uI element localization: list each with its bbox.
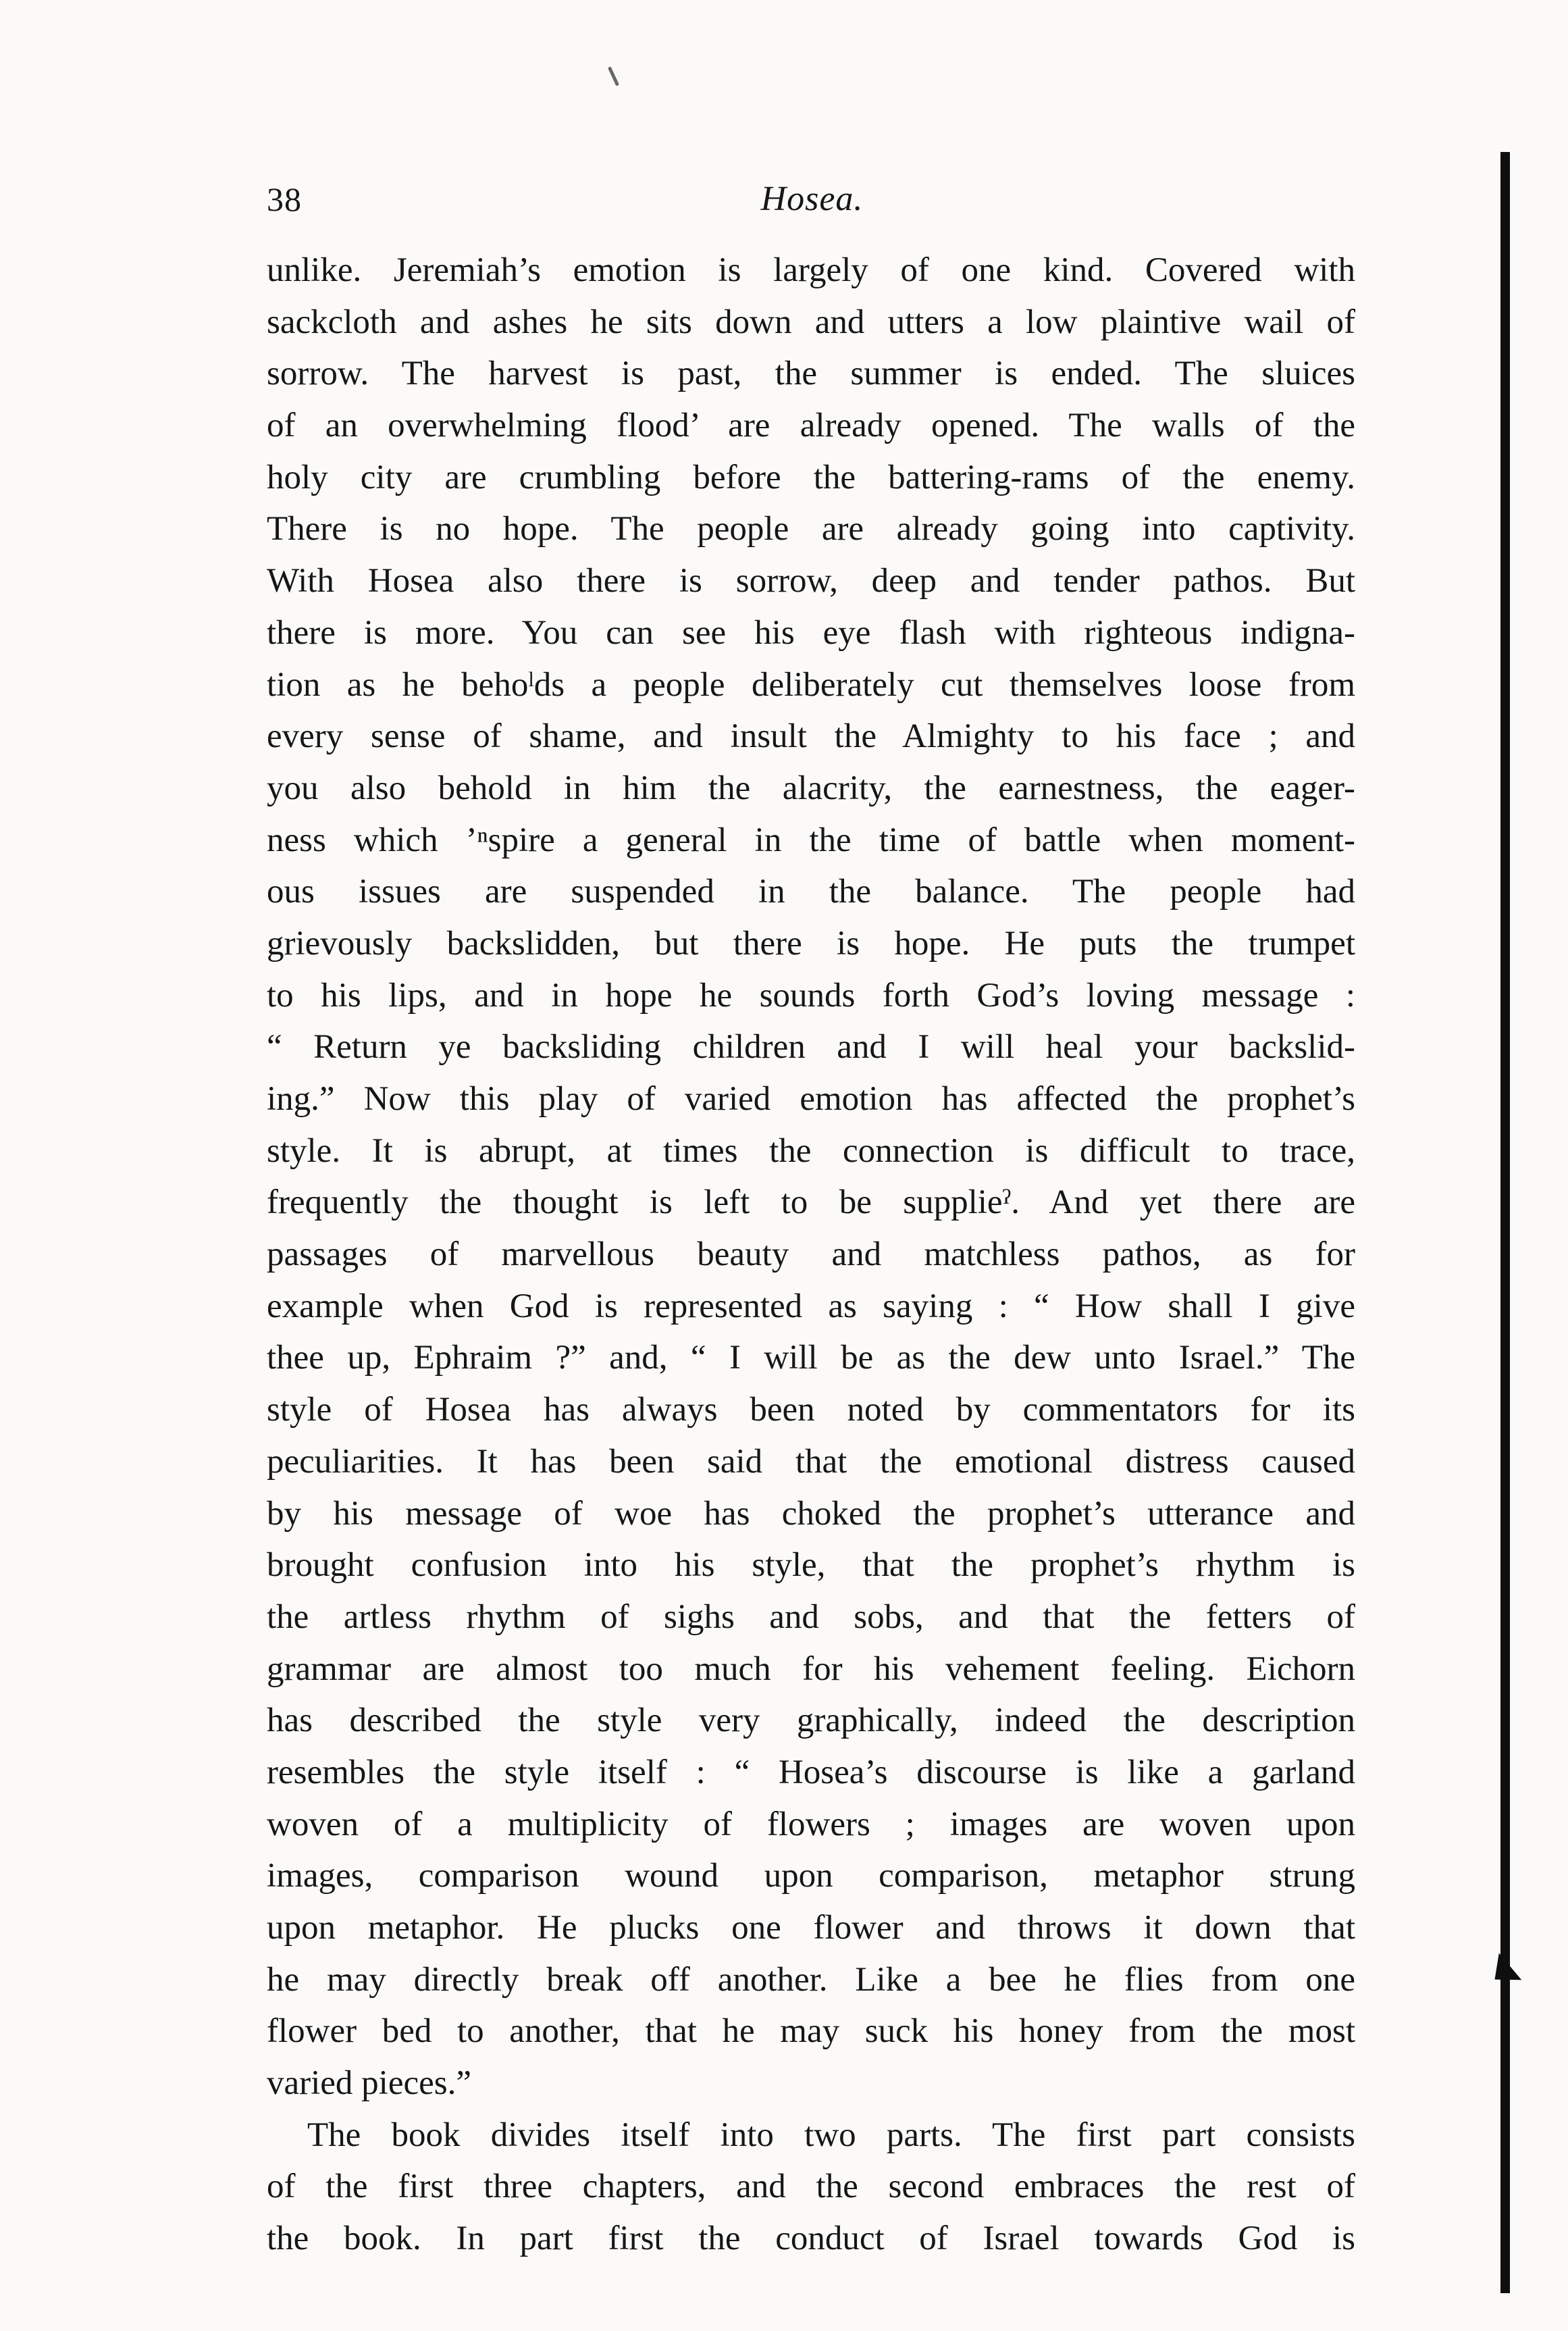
text-line: holy city are crumbling before the battering-rams of the enemy. <box>267 458 1355 496</box>
text-line: style. It is abrupt, at times the connection is difficult to trace, <box>267 1131 1355 1170</box>
running-head: Hosea. <box>760 180 864 218</box>
text-line: style of Hosea has always been noted by commentators for its <box>267 1391 1355 1429</box>
text-line: brought confusion into his style, that the prophet’s rhythm is <box>267 1546 1355 1585</box>
text-line: upon metaphor. He plucks one flower and throws it down that <box>267 1909 1355 1947</box>
text-line: “ Return ye backsliding children and I will heal your backslid- <box>267 1028 1355 1067</box>
ink-speck <box>608 66 619 86</box>
text-line: thee up, Ephraim ?” and, “ I will be as the dew unto Israel.” The <box>267 1339 1355 1377</box>
text-line: images, comparison wound upon comparison, metaphor strung <box>267 1857 1355 1895</box>
text-line: peculiarities. It has been said that the emotional distress caused <box>267 1442 1355 1481</box>
text-line: you also behold in him the alacrity, the earnestness, the eager- <box>267 769 1355 807</box>
text-line: grievously backslidden, but there is hope. He puts the trumpet <box>267 924 1355 963</box>
text-line: frequently the thought is left to be supplieˀ. And yet there are <box>267 1183 1355 1222</box>
text-line: ness which ’ⁿspire a general in the time of battle when moment- <box>267 821 1355 859</box>
text-line: grammar are almost too much for his vehement feeling. Eichorn <box>267 1649 1355 1688</box>
text-line: to his lips, and in hope he sounds forth God’s loving message : <box>267 976 1355 1015</box>
text-line: there is more. You can see his eye flash with righteous indigna- <box>267 613 1355 652</box>
page-gutter-notch <box>1484 1953 1521 1993</box>
text-line: sackcloth and ashes he sits down and utters a low plaintive wail of <box>267 303 1355 341</box>
text-line: The book divides itself into two parts. The first part consists <box>307 2116 1355 2154</box>
text-line: ous issues are suspended in the balance. The people had <box>267 873 1355 911</box>
text-line: every sense of shame, and insult the Almighty to his face ; and <box>267 717 1355 756</box>
text-line: the book. In part first the conduct of Israel towards God is <box>267 2220 1355 2258</box>
text-line: With Hosea also there is sorrow, deep and tender pathos. But <box>267 562 1355 600</box>
page-header <box>267 177 1357 224</box>
text-line: of an overwhelming flood’ are already opened. The walls of the <box>267 407 1355 445</box>
text-line: resembles the style itself : “ Hosea’s discourse is like a garland <box>267 1753 1355 1791</box>
text-line: tion as he behoˡds a people deliberately cut themselves loose from <box>267 665 1355 704</box>
text-line: ing.” Now this play of varied emotion has affected the prophet’s <box>267 1080 1355 1118</box>
text-line: has described the style very graphically, indeed the description <box>267 1701 1355 1740</box>
text-line: unlike. Jeremiah’s emotion is largely of one kind. Covered with <box>267 251 1355 289</box>
text-line: There is no hope. The people are already going into captivity. <box>267 510 1355 548</box>
text-line: sorrow. The harvest is past, the summer is ended. The sluices <box>267 355 1355 393</box>
page-number: 38 <box>267 180 302 218</box>
text-line: passages of marvellous beauty and matchless pathos, as for <box>267 1235 1355 1274</box>
text-line: by his message of woe has choked the prophet’s utterance and <box>267 1494 1355 1533</box>
text-line: he may directly break off another. Like a bee he flies from one <box>267 1960 1355 1999</box>
text-line: of the first three chapters, and the second embraces the rest of <box>267 2168 1355 2206</box>
text-line: example when God is represented as saying : “ How shall I give <box>267 1287 1355 1325</box>
text-line: varied pieces.” <box>267 2064 471 2103</box>
text-line: flower bed to another, that he may suck his honey from the most <box>267 2012 1355 2051</box>
body-text <box>267 245 1355 2265</box>
text-line: woven of a multiplicity of flowers ; images are woven upon <box>267 1805 1355 1843</box>
text-line: the artless rhythm of sighs and sobs, and that the fetters of <box>267 1597 1355 1636</box>
